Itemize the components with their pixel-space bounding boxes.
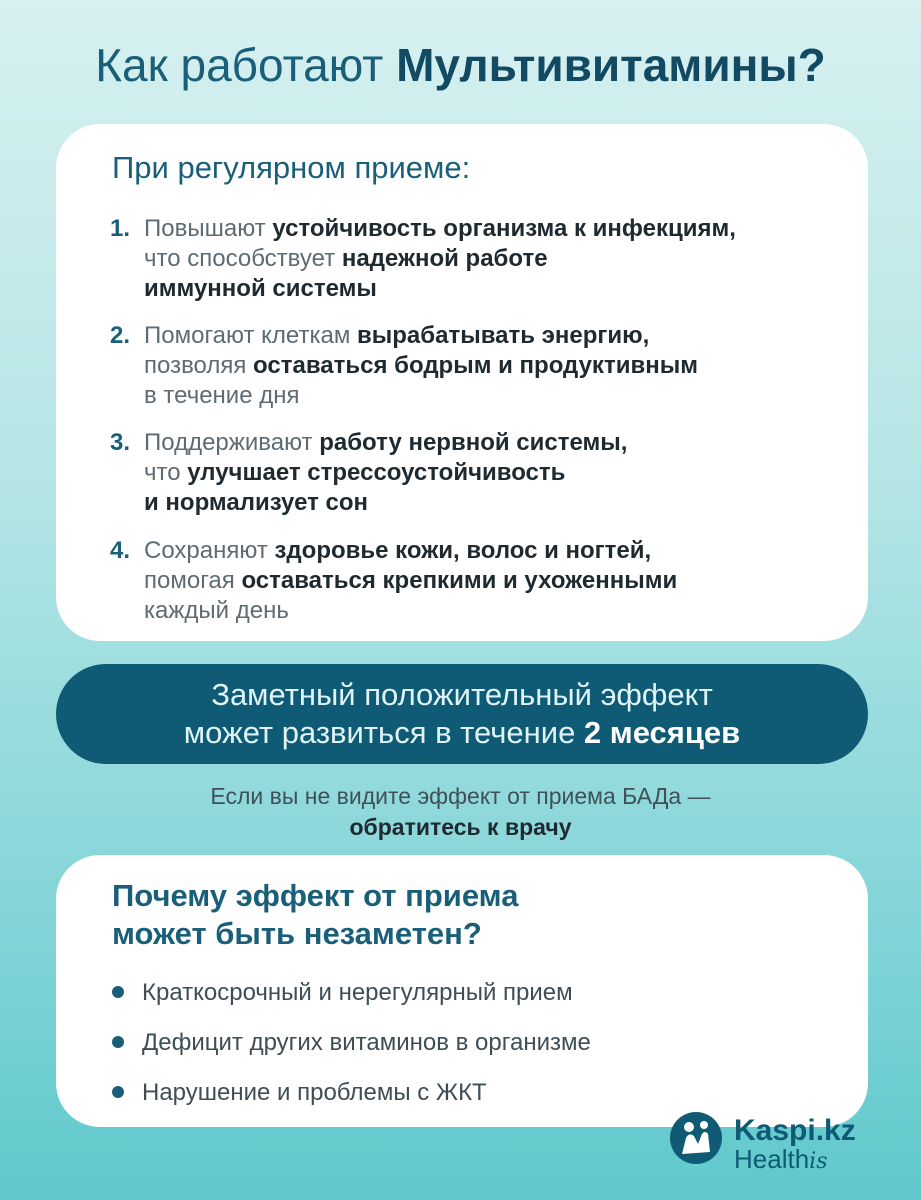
reason-text: Краткосрочный и нерегулярный прием	[142, 979, 573, 1006]
title-regular: Как работают	[95, 39, 397, 91]
item-emphasis: улучшает стрессоустойчивость	[187, 459, 566, 486]
item-run: Сохраняют	[144, 537, 275, 564]
reason-item	[112, 1079, 487, 1107]
reason-item	[112, 1029, 591, 1057]
bullet-dot-icon	[112, 1086, 124, 1098]
benefit-item-3	[110, 428, 850, 518]
doctor-note	[0, 781, 921, 843]
item-run: помогая	[144, 567, 242, 594]
item-run: Повышают	[144, 215, 273, 242]
item-run: Поддерживают	[144, 429, 320, 456]
logo-suffix: is	[809, 1149, 828, 1174]
item-emphasis: оставаться бодрым и продуктивным	[253, 352, 698, 379]
why-unnoticed-card	[56, 855, 868, 1127]
item-run: что	[144, 459, 188, 486]
item-run: что способствует	[144, 245, 342, 272]
reason-text: Нарушение и проблемы с ЖКТ	[142, 1079, 487, 1106]
item-emphasis: работу нервной системы,	[319, 429, 628, 456]
item-number: 1.	[110, 215, 131, 242]
note-line1: Если вы не видите эффект от приема БАДа —	[210, 783, 711, 809]
benefit-item-2	[110, 321, 850, 411]
reason-text: Дефицит других витаминов в организме	[142, 1029, 591, 1056]
bullet-dot-icon	[112, 1036, 124, 1048]
banner-line2	[56, 714, 868, 752]
reason-item	[112, 979, 573, 1007]
item-text	[144, 321, 850, 411]
item-number: 4.	[110, 537, 131, 564]
benefit-item-4	[110, 536, 850, 626]
effect-banner	[56, 664, 868, 764]
item-number: 2.	[110, 322, 131, 349]
logo-brand: Kaspi.kz	[734, 1114, 856, 1147]
item-emphasis: устойчивость организма к инфекциям,	[272, 215, 736, 242]
item-run: Помогают клеткам	[144, 322, 358, 349]
item-text	[144, 214, 850, 304]
kaspi-health-logo	[664, 1108, 894, 1178]
page-title	[0, 38, 921, 92]
item-emphasis: иммунной системы	[144, 275, 377, 302]
regular-intake-card	[56, 124, 868, 641]
banner-line2-regular: может развиться в течение	[183, 715, 584, 750]
benefit-item-1	[110, 214, 850, 304]
item-run: в течение дня	[144, 382, 300, 409]
card2-heading-line2: может быть незаметен?	[112, 916, 482, 951]
logo-health	[734, 1144, 827, 1175]
item-emphasis: здоровье кожи, волос и ногтей,	[274, 537, 652, 564]
item-run: позволяя	[144, 352, 254, 379]
item-emphasis: надежной работе	[341, 245, 548, 272]
item-number: 3.	[110, 429, 131, 456]
banner-line1: Заметный положительный эффект	[211, 677, 713, 712]
card2-heading-line1: Почему эффект от приема	[112, 878, 519, 913]
card1-heading: При регулярном приеме:	[112, 150, 471, 185]
item-emphasis: вырабатывать энергию,	[357, 322, 650, 349]
banner-duration: 2 месяцев	[583, 715, 741, 750]
item-emphasis: оставаться крепкими и ухоженными	[241, 567, 678, 594]
item-text	[144, 536, 850, 626]
bullet-dot-icon	[112, 986, 124, 998]
item-emphasis: и нормализует сон	[144, 489, 369, 516]
kaspi-health-logo-icon	[668, 1110, 724, 1171]
card2-heading	[112, 877, 812, 953]
title-bold: Мультивитамины?	[396, 39, 826, 91]
logo-health-word: Health	[734, 1144, 810, 1174]
item-run: каждый день	[144, 597, 289, 624]
note-line2: обратитесь к врачу	[349, 814, 572, 840]
item-text	[144, 428, 850, 518]
